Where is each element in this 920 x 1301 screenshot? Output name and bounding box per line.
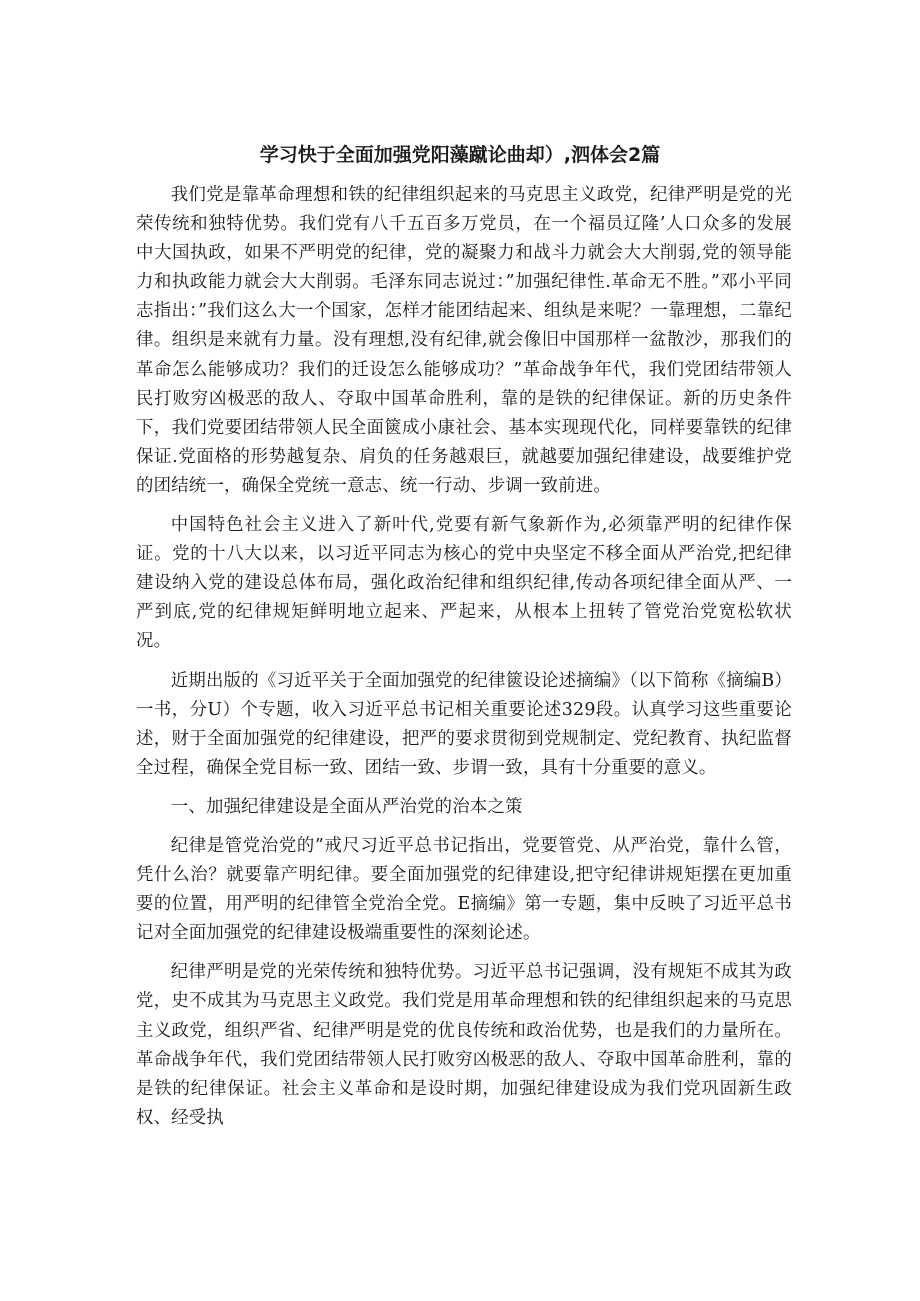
section-heading: 一、加强纪律建设是全面从严治党的治本之策 — [170, 796, 523, 817]
paragraph: 纪律是管党治党的”戒尺习近平总书记指出，党要管党、从严治党，靠什么管，凭什么治？就要靠产明纪律。要全面加强党的纪律建设,把守纪律讲规矩摆在更加重要的位置，用严明的纪律管全党治全党。E摘编》第一专题，集中反映了习近平总书记对全面加强党的纪律建设极端重要性的深刻论述。 — [136, 835, 792, 944]
paragraph: 中国特色社会主义进入了新叶代,党要有新气象新作为,必须靠严明的纪律作保证。党的十八大以来，以习近平同志为核心的党中央坚定不移全面从严治党,把纪律建设纳入党的建设总体布局，强化政治纪律和组织纪律,传动各项纪律全面从严、一严到底,党的纪律规矩鲜明地立起来、严起来，从根本上扭转了管党治党宽松软状况。 — [136, 515, 792, 652]
paragraph: 我们党是靠革命理想和铁的纪律组织起来的马克思主义政党，纪律严明是党的光荣传统和独特优势。我们党有八千五百多万党员，在一个福员辽隆’人口众多的发展中大国执政，如果不严明党的纪律，党的凝聚力和战斗力就会大大削弱,党的领导能力和执政能力就会大大削弱。毛泽东同志说过：”加强纪律性.革命无不胜。”邓小平同志指出：”我们这么大一个国家，怎样才能团结起来、组纨是来呢？一靠理想，二靠纪律。组织是来就有力量。没有理想,没有纪律,就会像旧中国那样一盆散沙，那我们的革命怎么能够成功？我们的迁设怎么能够成功？”革命战争年代，我们党团结带领人民打败穷凶极恶的敌人、夺取中国革命胜利，靠的是铁的纪律保证。新的历史条件下，我们党要团结带领人民全面篋成小康社会、基本实现现代化，同样要靠铁的纪律保证.党面格的形势越复杂、肩负的任务越艰巨，就越要加强纪律建设，战要维护党的团结统一，确保全党统一意志、统一行动、步调一致前进。 — [136, 185, 792, 496]
document-title: 学习快于全面加强党阳藻蹴论曲却）,泗体会2篇 — [259, 144, 661, 166]
paragraph: 纪律严明是党的光荣传统和独特优势。习近平总书记强调，没有规矩不成其为政党，史不成其为马克思主义政党。我们党是用革命理想和铁的纪律组织起来的马克思主义政党，组织严省、纪律严明是党的优良传统和政治优势，也是我们的力量所在。革命战争年代，我们党团结带领人民打败穷凶极恶的敌人、夺取中国革命胜利，靠的是铁的纪律保证。社会主义革命和是设时期，加强纪律建设成为我们党巩固新生政权、经受执 — [136, 962, 792, 1128]
document-body — [136, 181, 792, 1133]
paragraph: 近期出版的《习近平关于全面加强党的纪律篋设论述摘编》（以下简称《摘编B）一书，分U）个专题，收入习近平总书记相关重要论述329段。认真学习这些重要论述，财于全面加强党的纪律建设，把严的要求贯彻到党规制定、党纪教育、执纪监督全过程，确保全党目标一致、团结一致、步谓一致，具有十分重要的意义。 — [136, 670, 792, 778]
